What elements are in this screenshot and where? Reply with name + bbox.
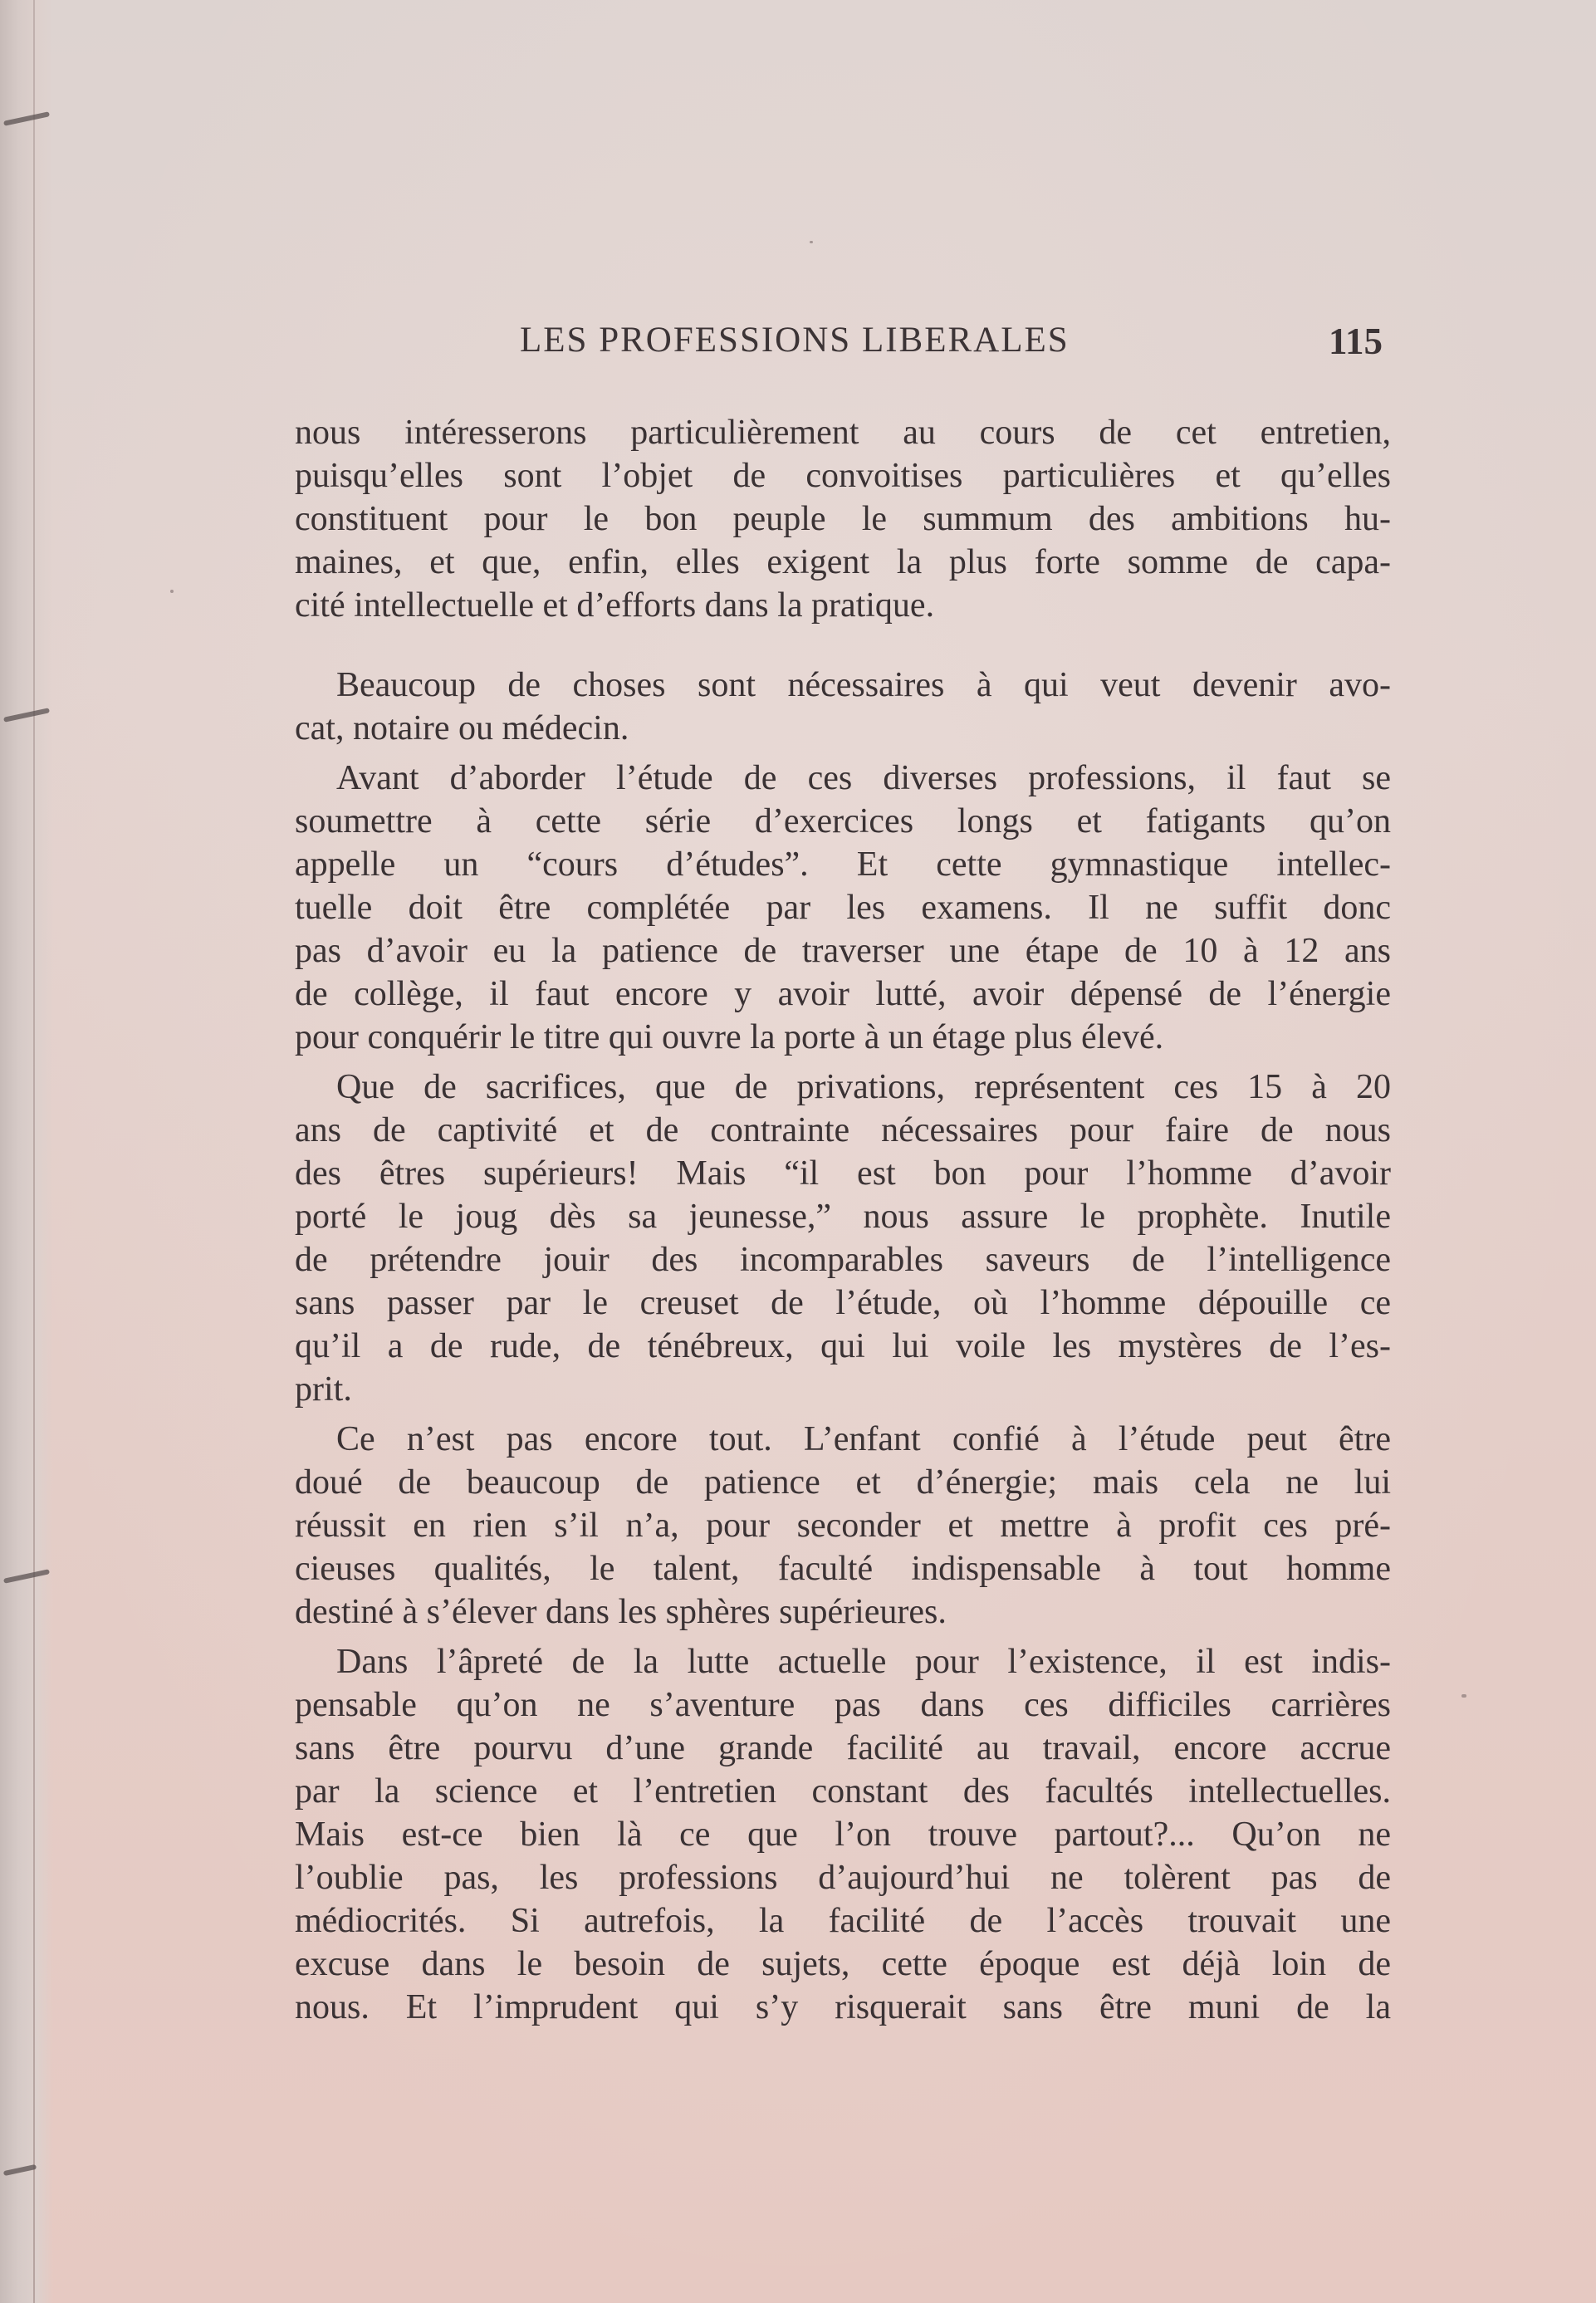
running-head — [0, 320, 1596, 370]
paragraph — [295, 411, 1391, 627]
paragraph — [295, 664, 1391, 750]
text-line: Mais est-ce bien là ce que l’on trouve partout?... Qu’on ne — [295, 1815, 1391, 1854]
text-line: constituent pour le bon peuple le summum des ambitions hu- — [295, 500, 1391, 538]
text-line: prit. — [295, 1370, 352, 1409]
paragraph — [295, 757, 1391, 1059]
paper-speck — [170, 590, 174, 593]
text-line: pensable qu’on ne s’aventure pas dans ces difficiles carrières — [295, 1686, 1391, 1724]
paper-speck — [1461, 1694, 1466, 1698]
text-line: réussit en rien s’il n’a, pour seconder et mettre à profit ces pré- — [295, 1507, 1391, 1545]
text-line: Avant d’aborder l’étude de ces diverses professions, il faut se — [336, 759, 1391, 797]
text-line: par la science et l’entretien constant des facultés intellectuelles. — [295, 1772, 1391, 1811]
text-line: Ce n’est pas encore tout. L’enfant confié à l’étude peut être — [336, 1420, 1391, 1458]
paragraph — [295, 1066, 1391, 1411]
text-line: de prétendre jouir des incomparables saveurs de l’intelligence — [295, 1241, 1391, 1279]
text-line: porté le joug dès sa jeunesse,” nous assure le prophète. Inutile — [295, 1198, 1391, 1236]
text-line: de collège, il faut encore y avoir lutté, avoir dépensé de l’énergie — [295, 975, 1391, 1013]
text-line: appelle un “cours d’études”. Et cette gymnastique intellec- — [295, 845, 1391, 884]
text-line: Que de sacrifices, que de privations, représentent ces 15 à 20 — [336, 1068, 1391, 1106]
text-line: pas d’avoir eu la patience de traverser une étape de 10 à 12 ans — [295, 932, 1391, 970]
text-line: puisqu’elles sont l’objet de convoitises particulières et qu’elles — [295, 457, 1391, 495]
text-line: pour conquérir le titre qui ouvre la porte à un étage plus élevé. — [295, 1018, 1164, 1056]
text-line: sans être pourvu d’une grande facilité au travail, encore accrue — [295, 1729, 1391, 1767]
text-line: doué de beaucoup de patience et d’énergie; mais cela ne lui — [295, 1463, 1391, 1502]
text-line: sans passer par le creuset de l’étude, où l’homme dépouille ce — [295, 1284, 1391, 1322]
paragraph — [295, 1640, 1391, 2029]
text-line: nous intéresserons particulièrement au cours de cet entretien, — [295, 414, 1391, 452]
paragraph — [295, 1418, 1391, 1634]
text-line: cieuses qualités, le talent, faculté indispensable à tout homme — [295, 1550, 1391, 1588]
text-line: Beaucoup de choses sont nécessaires à qui veut devenir avo- — [336, 666, 1391, 704]
text-line: qu’il a de rude, de ténébreux, qui lui voile les mystères de l’es- — [295, 1327, 1391, 1365]
text-line: destiné à s’élever dans les sphères supérieures. — [295, 1593, 947, 1631]
text-line: soumettre à cette série d’exercices longs et fatigants qu’on — [295, 802, 1391, 840]
text-line: tuelle doit être complétée par les examens. Il ne suffit donc — [295, 889, 1391, 927]
running-title: LES PROFESSIONS LIBERALES — [520, 321, 1070, 360]
text-line: l’oublie pas, les professions d’aujourd’hui ne tolèrent pas de — [295, 1859, 1391, 1897]
text-line: des êtres supérieurs! Mais “il est bon pour l’homme d’avoir — [295, 1154, 1391, 1193]
text-line: nous. Et l’imprudent qui s’y risquerait sans être muni de la — [295, 1988, 1391, 2026]
text-line: cité intellectuelle et d’efforts dans la pratique. — [295, 586, 935, 625]
text-line: ans de captivité et de contrainte nécessaires pour faire de nous — [295, 1111, 1391, 1149]
paper-speck — [810, 241, 813, 243]
body-text — [295, 411, 1391, 2036]
text-line: Dans l’âpreté de la lutte actuelle pour l’existence, il est indis- — [336, 1643, 1391, 1681]
text-line: médiocrités. Si autrefois, la facilité de l’accès trouvait une — [295, 1902, 1391, 1940]
text-line: cat, notaire ou médecin. — [295, 709, 629, 747]
text-line: excuse dans le besoin de sujets, cette époque est déjà loin de — [295, 1945, 1391, 1983]
text-line: maines, et que, enfin, elles exigent la plus forte somme de capa- — [295, 543, 1391, 581]
page-number: 115 — [1329, 321, 1383, 362]
